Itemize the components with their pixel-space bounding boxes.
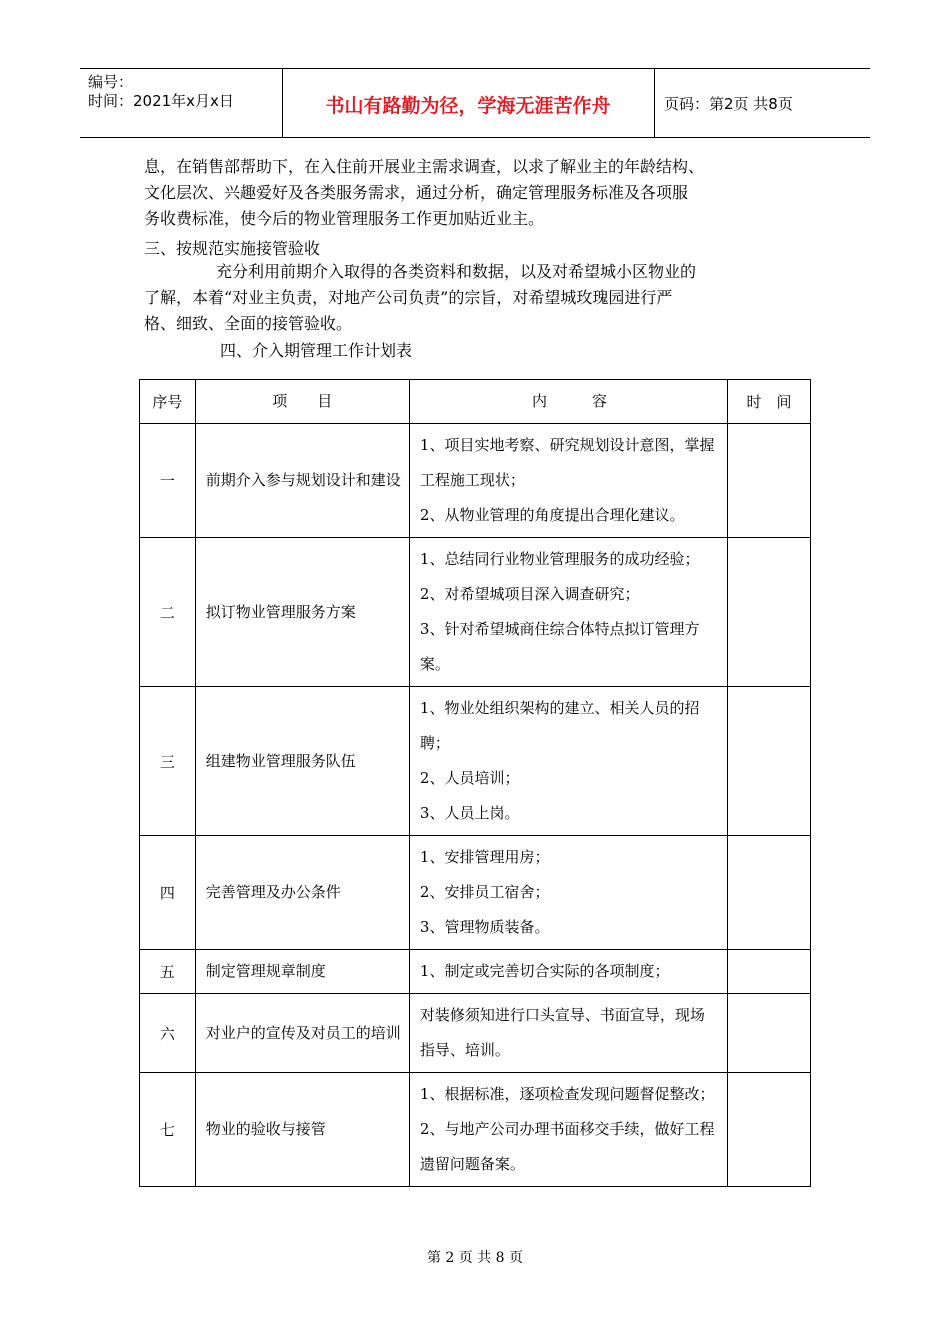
row-number: 六 (140, 994, 196, 1073)
row-content (409, 950, 727, 994)
row-time (728, 538, 811, 687)
content-line: 1、制定或完善切合实际的各项制度； (419, 962, 670, 980)
row-number: 二 (140, 538, 196, 687)
row-item: 拟订物业管理服务方案 (195, 538, 409, 687)
row-number: 五 (140, 950, 196, 994)
row-content (409, 687, 727, 836)
row-time (728, 950, 811, 994)
header-motto: 书山有路勤为径，学海无涯苦作舟 (325, 95, 611, 117)
content-line: 3、管理物质装备。 (419, 918, 550, 936)
row-number: 七 (140, 1073, 196, 1187)
content-line: 2、从物业管理的角度提出合理化建议。 (419, 506, 685, 524)
row-number: 四 (140, 836, 196, 950)
row-time (728, 836, 811, 950)
content-line: 1、根据标准，逐项检查发现问题督促整改； (419, 1085, 715, 1103)
row-item: 完善管理及办公条件 (195, 836, 409, 950)
header-meta (88, 73, 234, 111)
table-row (140, 1073, 811, 1187)
row-number: 三 (140, 687, 196, 836)
content-line: 2、人员培训； (419, 769, 520, 787)
intro-paragraph (144, 154, 814, 232)
row-content (409, 836, 727, 950)
work-plan-table (139, 379, 811, 1187)
content-line: 2、对希望城项目深入调查研究； (419, 585, 640, 603)
table-header-row (140, 380, 811, 424)
header-page-info: 页码：第2页 共8页 (664, 95, 793, 113)
content-line: 1、安排管理用房； (419, 848, 550, 866)
row-item: 前期介入参与规划设计和建设 (195, 424, 409, 538)
content-line: 2、安排员工宿舍； (419, 883, 550, 901)
document-number-label: 编号： (88, 73, 134, 91)
table-row (140, 836, 811, 950)
text-line: 文化层次、兴趣爱好及各类服务需求，通过分析，确定管理服务标准及各项服 (144, 183, 689, 202)
content-line: 2、与地产公司办理书面移交手续，做好工程遗留问题备案。 (419, 1120, 715, 1173)
row-item: 物业的验收与接管 (195, 1073, 409, 1187)
table-row (140, 687, 811, 836)
content-line: 3、针对希望城商住综合体特点拟订管理方案。 (419, 620, 700, 673)
text-line: 格、细致、全面的接管验收。 (144, 314, 353, 333)
row-item: 组建物业管理服务队伍 (195, 687, 409, 836)
row-item: 对业户的宣传及对员工的培训 (195, 994, 409, 1073)
text-line: 充分利用前期介入取得的各类资料和数据，以及对希望城小区物业的 (216, 262, 697, 281)
document-date: 时间：2021年x月x日 (88, 92, 234, 110)
row-content (409, 424, 727, 538)
row-content (409, 1073, 727, 1187)
section-4-title: 四、介入期管理工作计划表 (220, 341, 413, 360)
section-3-title: 三、按规范实施接管验收 (144, 239, 321, 258)
table-row (140, 538, 811, 687)
text-line: 务收费标准，使今后的物业管理服务工作更加贴近业主。 (144, 209, 545, 228)
page-footer: 第 2 页 共 8 页 (426, 1250, 524, 1266)
header-divider (654, 69, 655, 137)
table-row (140, 994, 811, 1073)
text-line: 息，在销售部帮助下，在入住前开展业主需求调查，以求了解业主的年龄结构、 (144, 157, 705, 176)
header-item: 项 目 (195, 380, 409, 424)
table-row (140, 424, 811, 538)
content-line: 1、总结同行业物业管理服务的成功经验； (419, 550, 700, 568)
text-line: 了解，本着“对业主负责，对地产公司负责”的宗旨，对希望城玫瑰园进行严 (144, 288, 673, 307)
row-time (728, 424, 811, 538)
row-content (409, 994, 727, 1073)
row-content (409, 538, 727, 687)
row-number: 一 (140, 424, 196, 538)
content-line: 对装修须知进行口头宣导、书面宣导，现场指导、培训。 (419, 1006, 705, 1059)
row-time (728, 994, 811, 1073)
content-line: 1、物业处组织架构的建立、相关人员的招聘； (419, 699, 700, 752)
row-time (728, 1073, 811, 1187)
row-item: 制定管理规章制度 (195, 950, 409, 994)
header-content: 内 容 (409, 380, 727, 424)
content-line: 3、人员上岗。 (419, 804, 520, 822)
page-header (80, 68, 870, 138)
row-time (728, 687, 811, 836)
table-row (140, 950, 811, 994)
header-number: 序号 (140, 380, 196, 424)
section-3-paragraph (144, 259, 814, 337)
content-line: 1、项目实地考察、研究规划设计意图，掌握工程施工现状； (419, 436, 715, 489)
header-time: 时 间 (728, 380, 811, 424)
